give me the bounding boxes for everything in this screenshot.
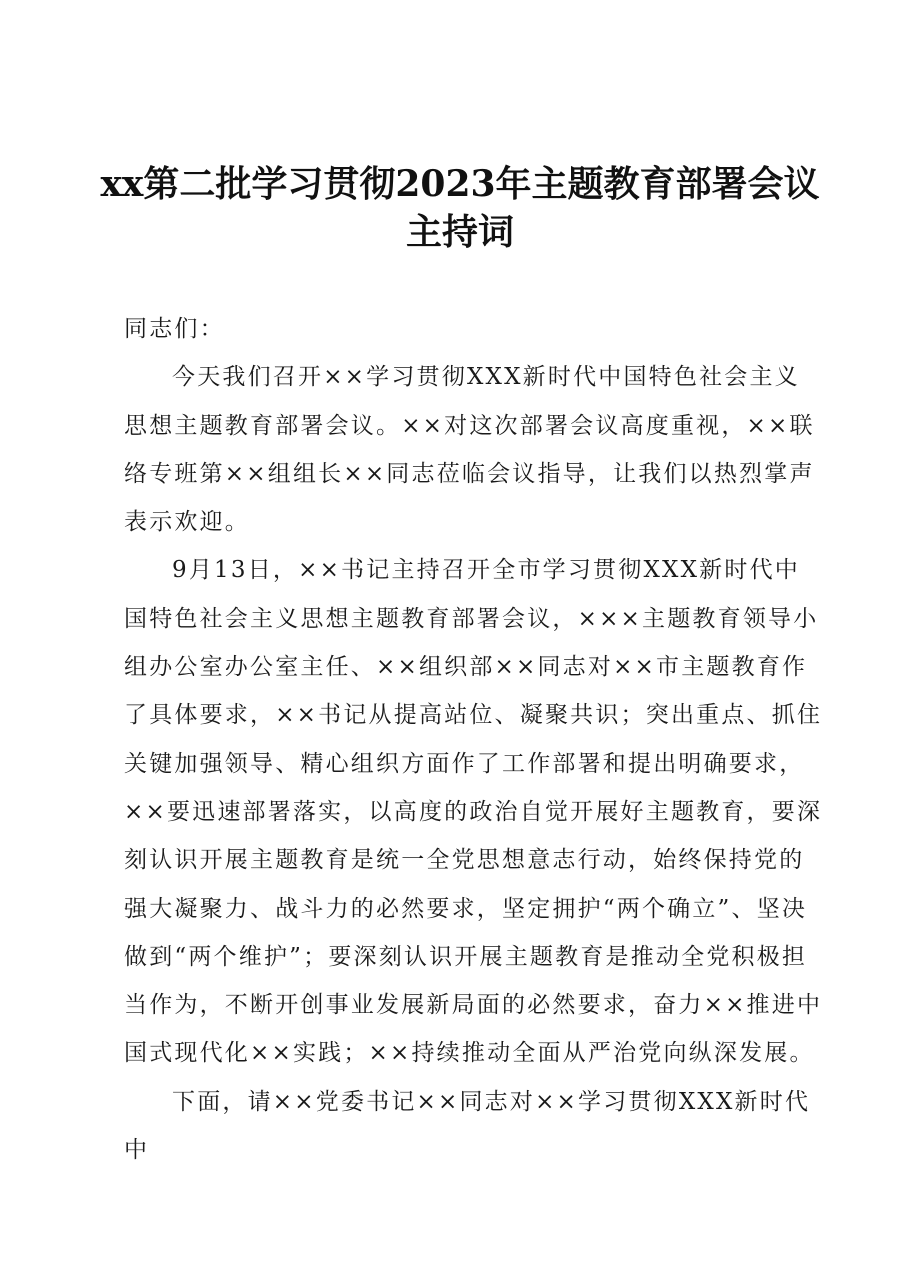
paragraph-1: 今天我们召开××学习贯彻XXX新时代中国特色社会主义思想主题教育部署会议。××对这次部署会议高度重视，××联络专班第××组组长××同志莅临会议指导，让我们以热烈掌声表示欢迎。 [124, 364, 815, 536]
paragraph-3: 下面，请××党委书记××同志对××学习贯彻XXX新时代中 [124, 1088, 811, 1164]
document-body [124, 305, 824, 1174]
paragraph-2: 9月13日，××书记主持召开全市学习贯彻XXX新时代中国特色社会主义思想主题教育部署会议，×××主题教育领导小组办公室办公室主任、××组织部××同志对××市主题教育作了具体要求，××书记从提高站位、凝聚共识；突出重点、抓住关键加强领导、精心组织方面作了工作部署和提出明确要求，××要迅速部署落实，以高度的政治自觉开展好主题教育，要深刻认识开展主题教育是统一全党思想意志行动，始终保持党的强大凝聚力、战斗力的必然要求，坚定拥护“两个确立”、坚决做到“两个维护”；要深刻认识开展主题教育是推动全党积极担当作为，不断开创事业发展新局面的必然要求，奋力××推进中国式现代化××实践；××持续推动全面从严治党向纵深发展。 [124, 557, 823, 1067]
document-title: xx第二批学习贯彻2023年主题教育部署会议主持词 [100, 163, 820, 253]
greeting: 同志们： [124, 316, 225, 342]
